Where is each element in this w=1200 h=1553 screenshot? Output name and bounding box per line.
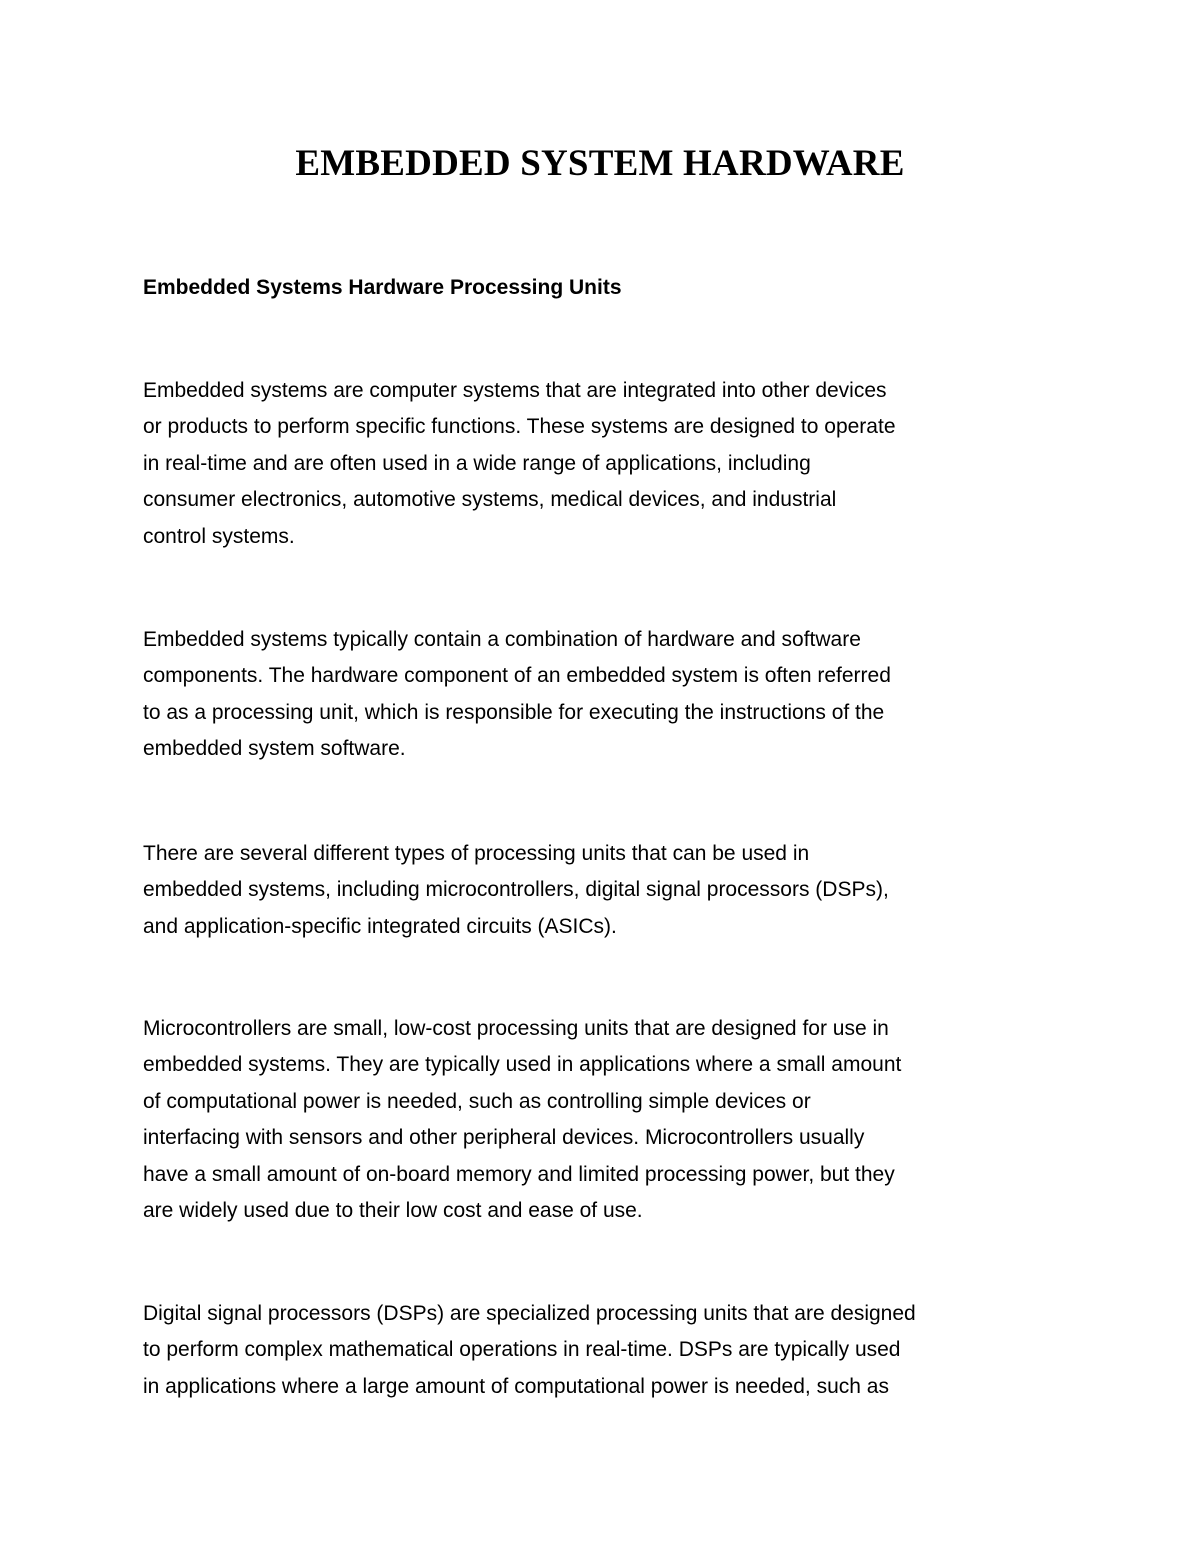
text-line: Embedded systems typically contain a combination of hardware and software (143, 628, 861, 651)
paragraph-microcontrollers (143, 1011, 1065, 1229)
text-line: Embedded systems are computer systems that are integrated into other devices (143, 379, 887, 402)
section-heading: Embedded Systems Hardware Processing Units (143, 276, 622, 299)
text-line: have a small amount of on-board memory and limited processing power, but they (143, 1162, 895, 1186)
text-line: interfacing with sensors and other peripheral devices. Microcontrollers usually (143, 1126, 865, 1150)
document-title: EMBEDDED SYSTEM HARDWARE (295, 143, 905, 184)
text-line: components. The hardware component of an embedded system is often referred (143, 664, 891, 688)
text-line: There are several different types of processing units that can be used in (143, 842, 810, 865)
text-line: consumer electronics, automotive systems, medical devices, and industrial (143, 488, 837, 512)
text-line: in applications where a large amount of computational power is needed, such as (143, 1374, 889, 1398)
paragraph-hardware-software (143, 622, 1065, 768)
text-line: are widely used due to their low cost and ease of use. (143, 1199, 643, 1223)
text-line: or products to perform specific functions. These systems are designed to operate (143, 415, 896, 439)
text-line: Digital signal processors (DSPs) are specialized processing units that are designed (143, 1302, 916, 1325)
paragraph-dsps (143, 1296, 1065, 1405)
text-line: control systems. (143, 524, 295, 548)
text-line: in real-time and are often used in a wide range of applications, including (143, 451, 811, 475)
text-line: embedded systems. They are typically used in applications where a small amount (143, 1053, 902, 1077)
text-line: embedded system software. (143, 737, 406, 761)
text-line: Microcontrollers are small, low-cost processing units that are designed for use in (143, 1017, 889, 1040)
paragraph-processing-unit-types (143, 836, 1065, 945)
text-line: and application-specific integrated circuits (ASICs). (143, 914, 617, 938)
text-line: to as a processing unit, which is responsible for executing the instructions of the (143, 700, 885, 724)
paragraph-embedded-systems-definition (143, 373, 1065, 555)
text-line: of computational power is needed, such as controlling simple devices or (143, 1089, 811, 1113)
text-line: embedded systems, including microcontrollers, digital signal processors (DSPs), (143, 878, 889, 902)
text-line: to perform complex mathematical operations in real-time. DSPs are typically used (143, 1338, 901, 1362)
